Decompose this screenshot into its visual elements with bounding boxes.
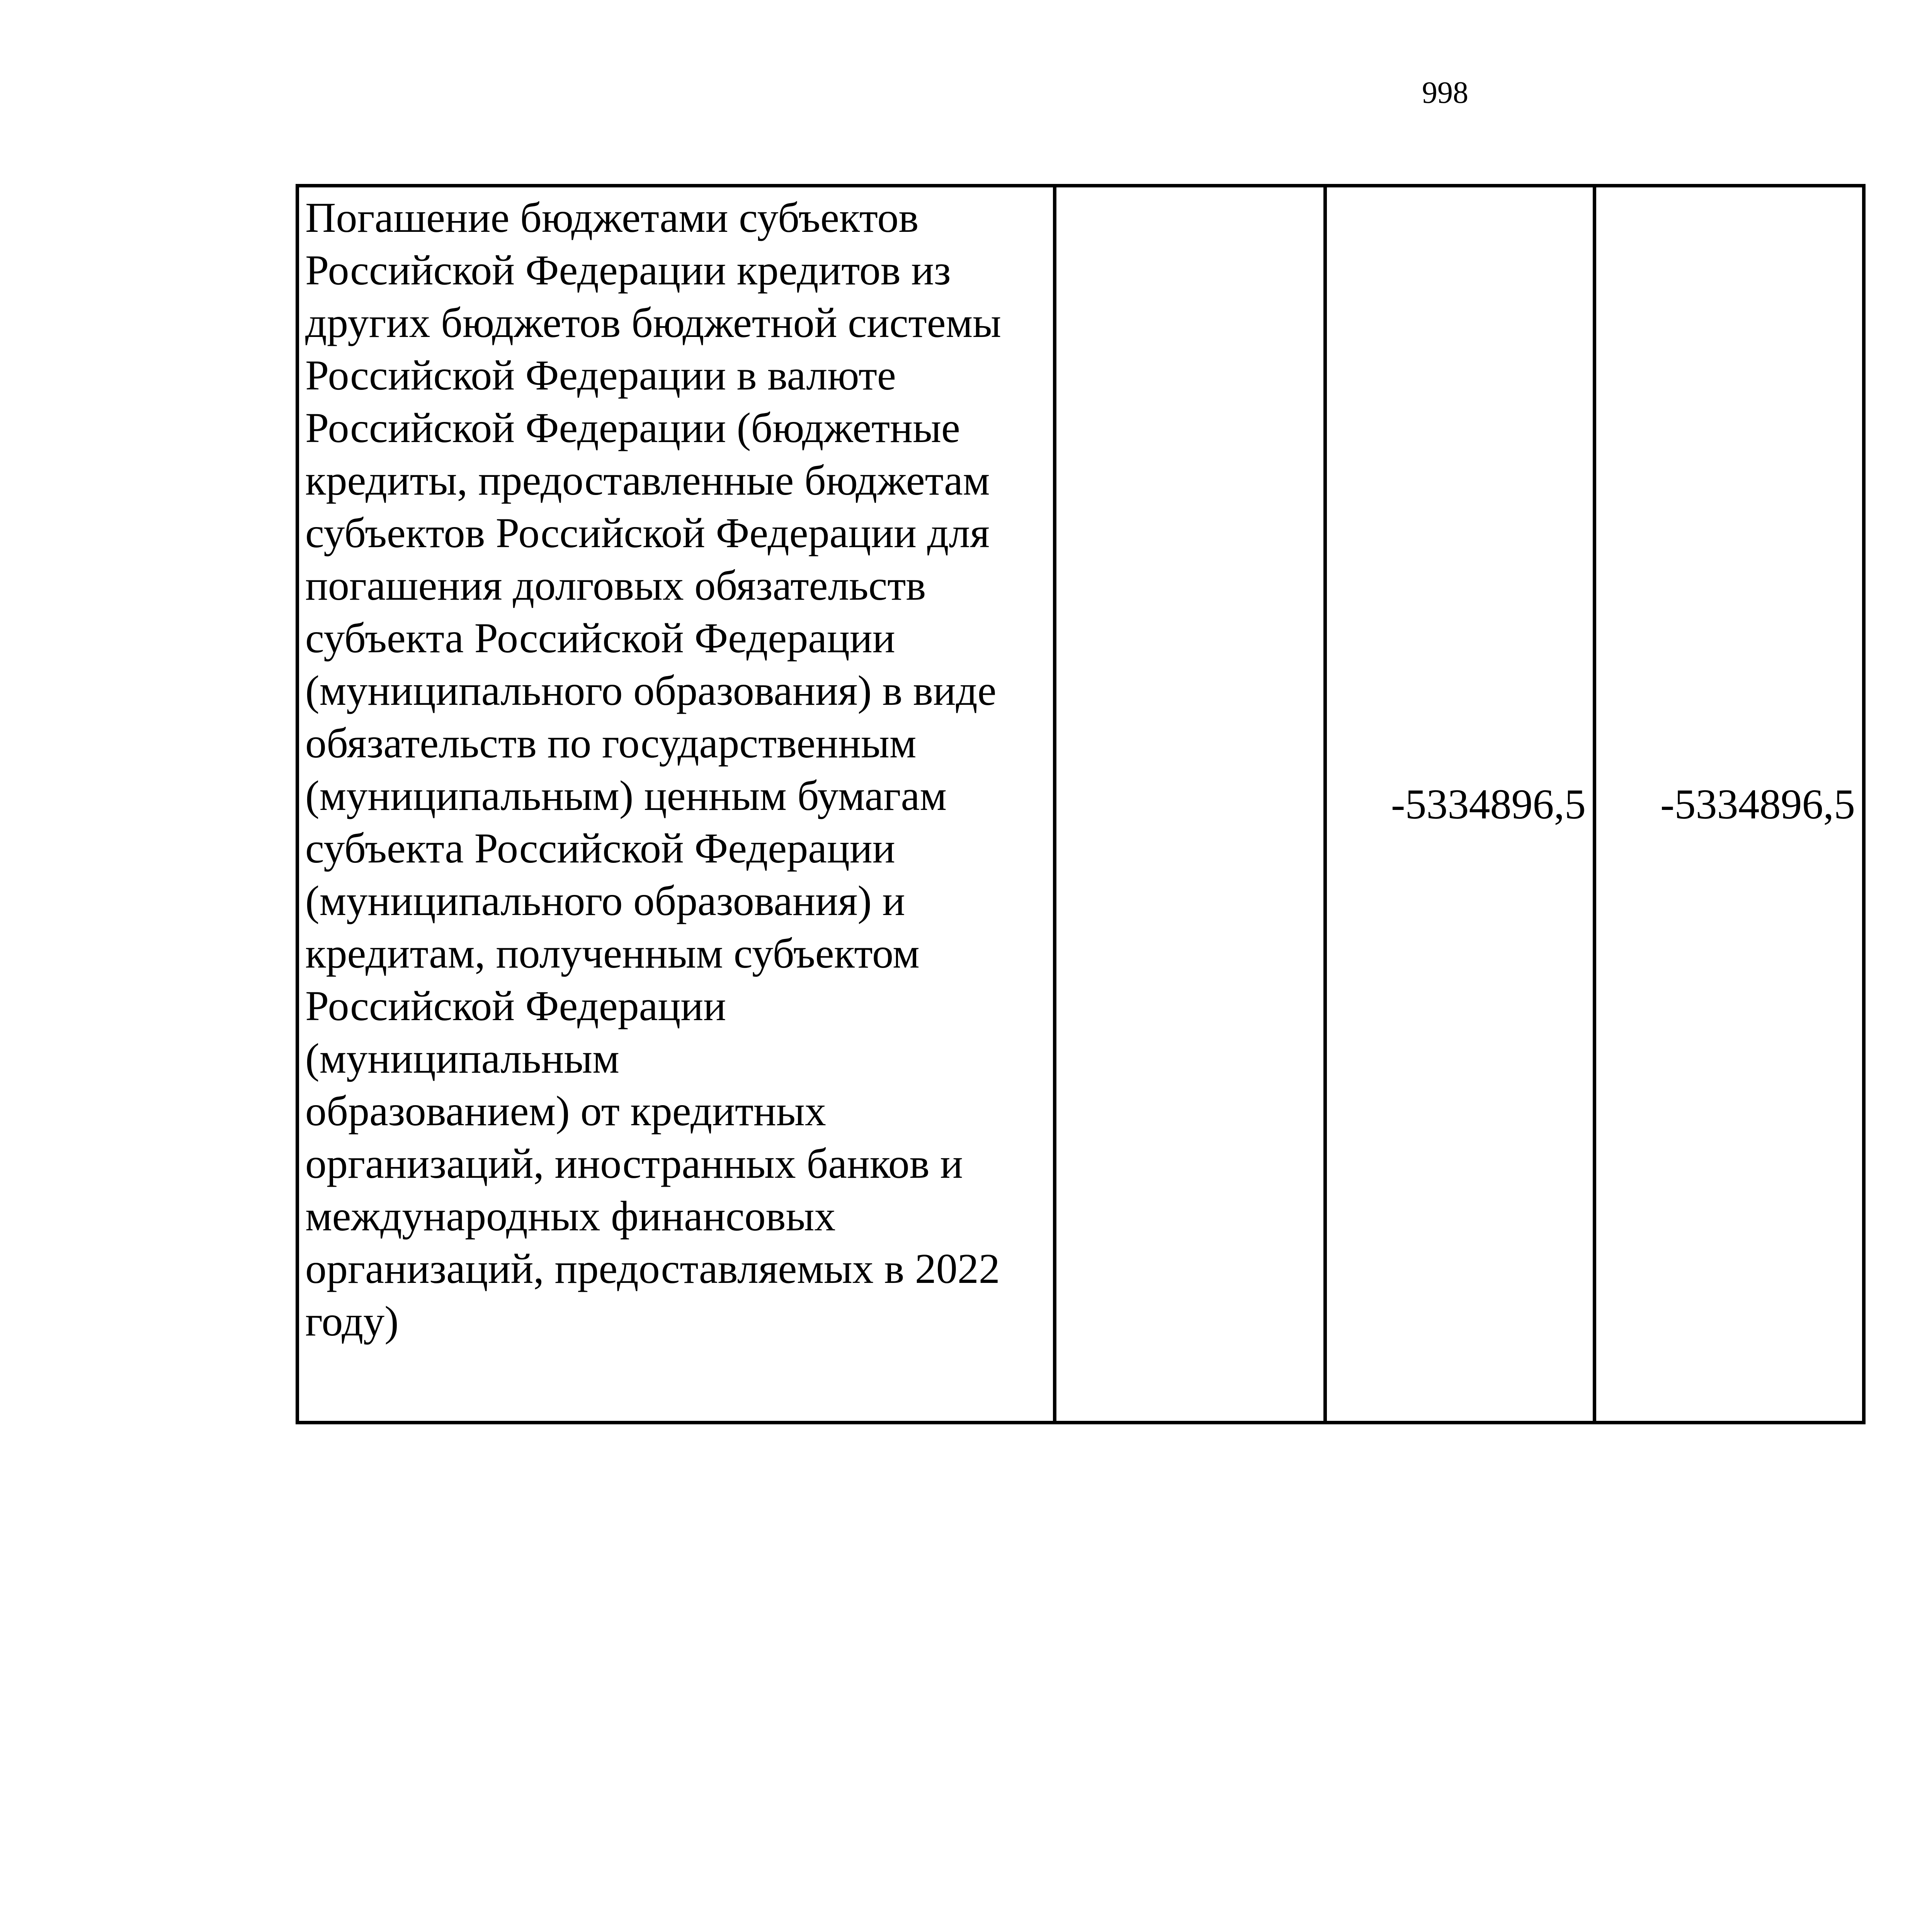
- code-cell: [1055, 186, 1325, 1423]
- amount-cell-1: -5334896,5: [1325, 186, 1595, 1423]
- description-cell: Погашение бюджетами субъектов Российской Федерации кредитов из других бюджетов бюджетной системы Российской Федерации в валюте Российской Федерации (бюджетные кредиты, предоставленные бюджетам субъектов Российской Федерации для погашения долговых обязательств субъекта Российской Федерации (муниципального образования) в виде обязательств по государственным (муниципальным) ценным бумагам субъекта Российской Федерации (муниципального образования) и кредитам, полученным субъектом Российской Федерации (муниципальным образованием) от кредитных организаций, иностранных банков и международных финансовых организаций, предоставляемых в 2022 году): [298, 186, 1055, 1423]
- table-row: [298, 186, 1864, 1423]
- page-number: 998: [1422, 76, 1468, 110]
- budget-table: [296, 184, 1866, 1424]
- amount-cell-2: -5334896,5: [1595, 186, 1864, 1423]
